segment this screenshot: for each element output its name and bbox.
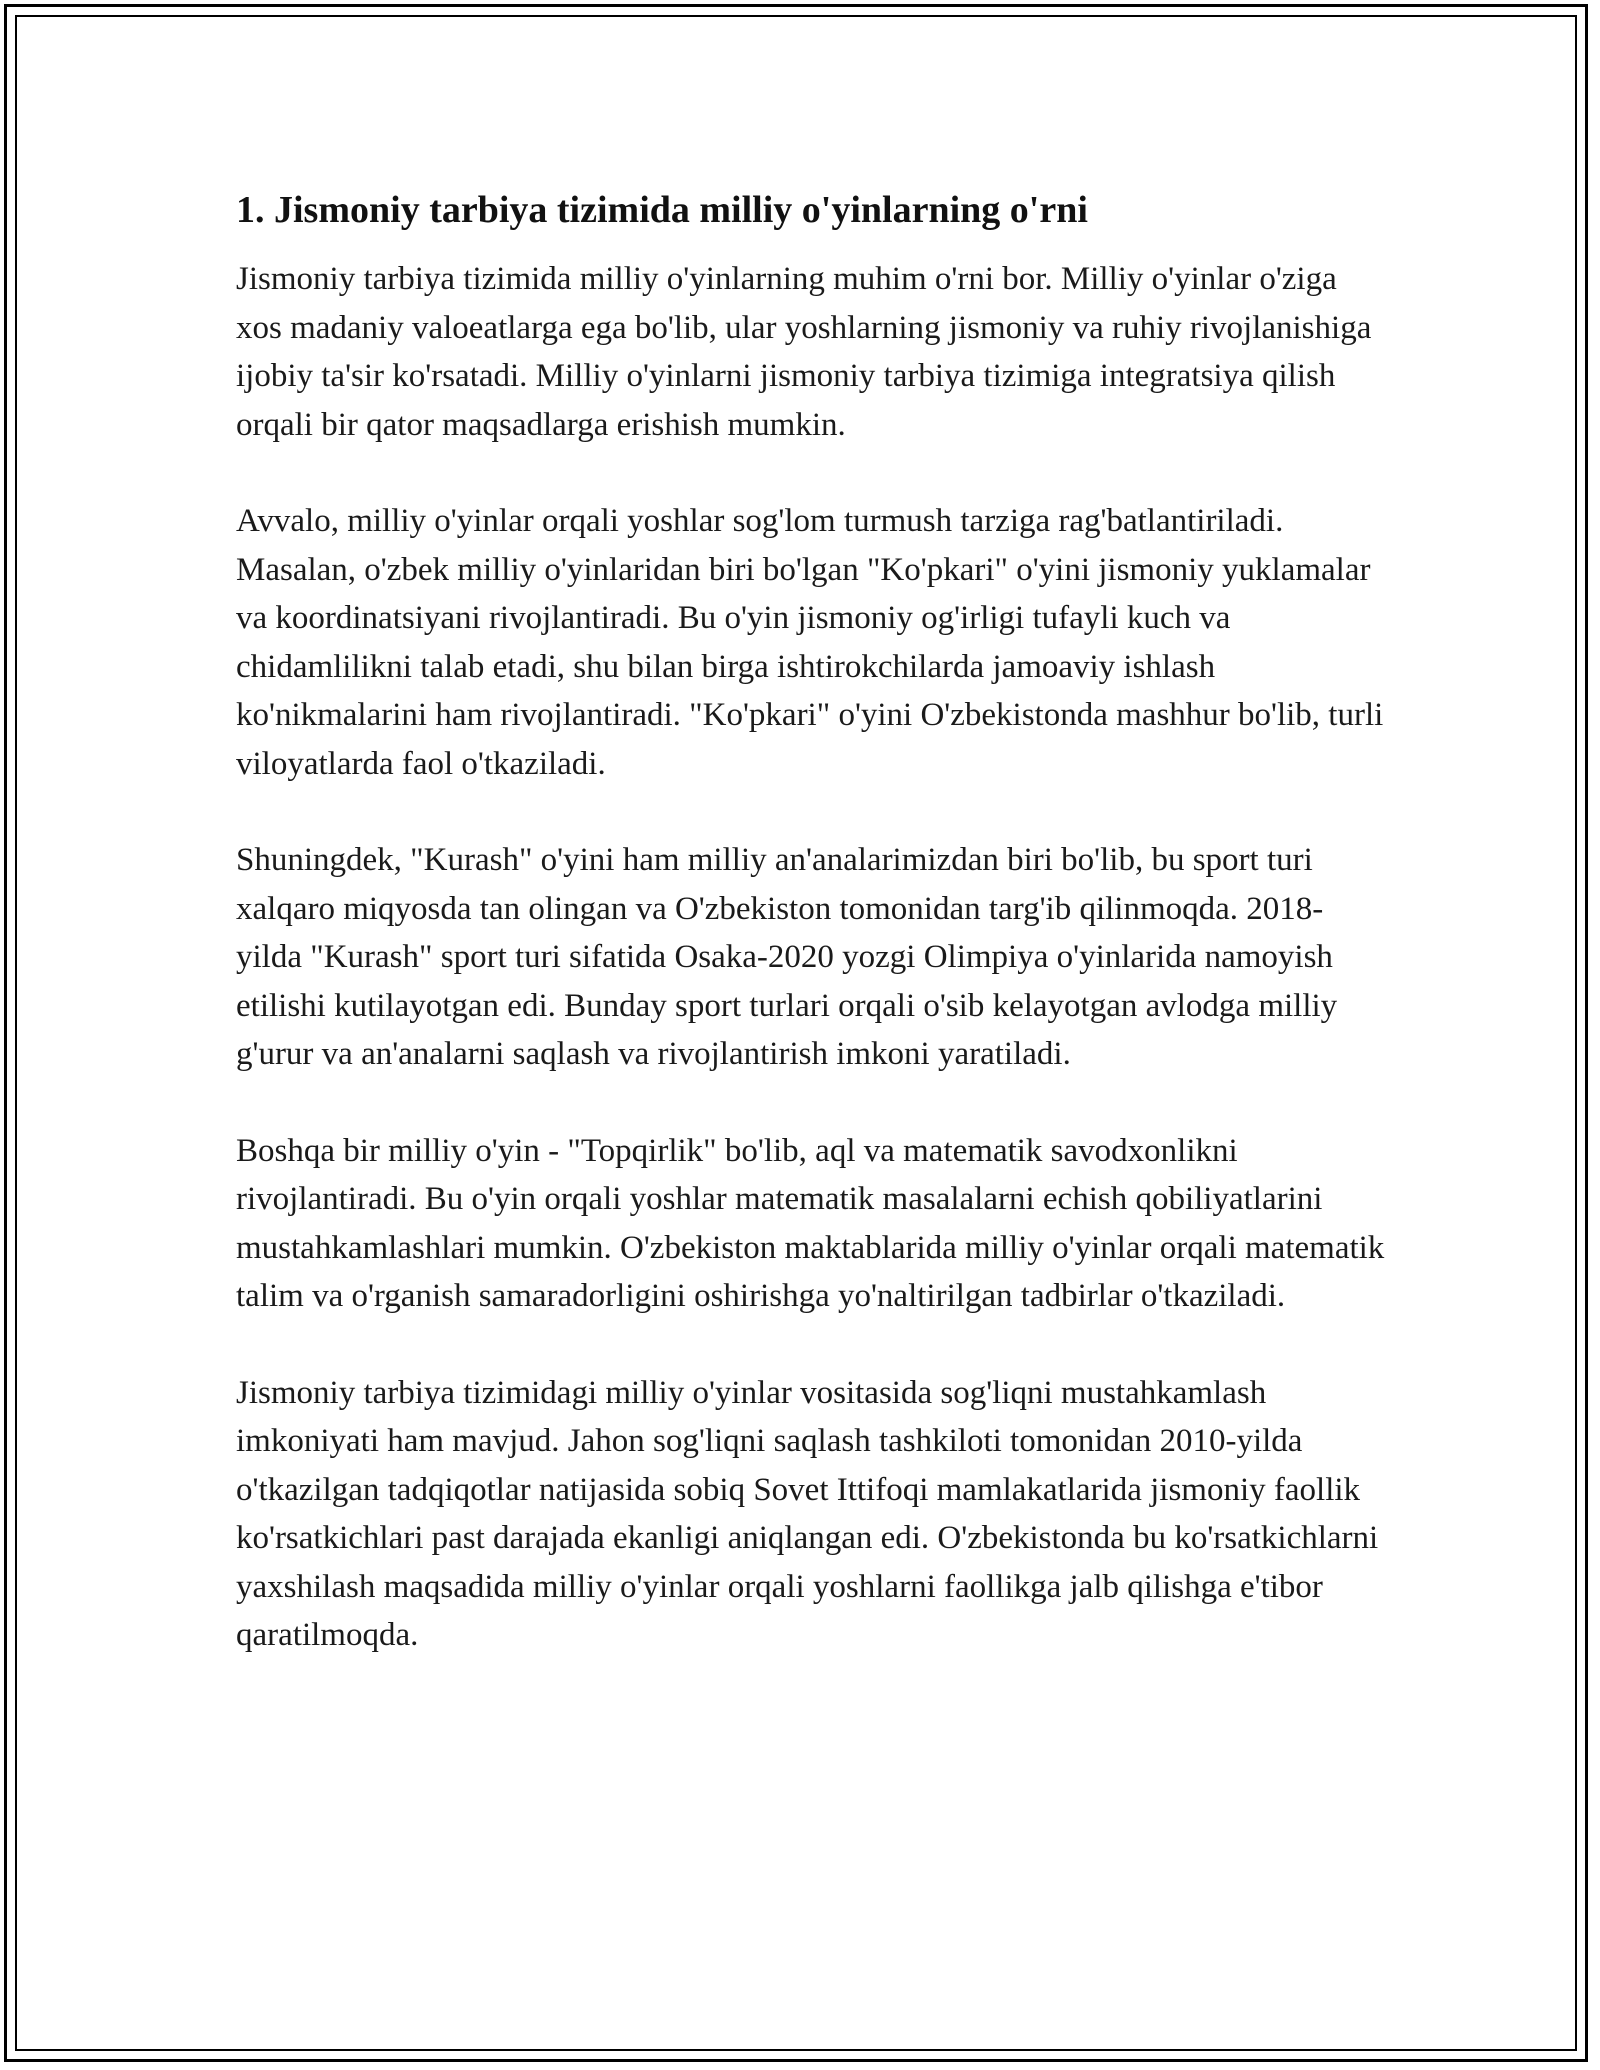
section-heading: 1. Jismoniy tarbiya tizimida milliy o'yinlarning o'rni [236,189,1088,231]
paragraph-4: Boshqa bir milliy o'yin - "Topqirlik" bo'lib, aql va matematik savodxonlikni rivojlantiradi. Bu o'yin orqali yoshlar matematik masalalarni echish qobiliyatlarini mustahkamlashlari mumkin. O'zbekiston maktablarida milliy o'yinlar orqali matematik talim va o'rganish samaradorligini oshirishga yo'naltirilgan tadbirlar o'tkaziladi. [236,1132,1385,1314]
document-body [236,185,1386,1708]
paragraph-3: Shuningdek, "Kurash" o'yini ham milliy an'analarimizdan biri bo'lib, bu sport turi xalqaro miqyosda tan olingan va O'zbekiston tomonidan targ'ib qilinmoqda. 2018-yilda "Kurash" sport turi sifatida Osaka-2020 yozgi Olimpiya o'yinlarida namoyish etilishi kutilayotgan edi. Bunday sport turlari orqali o'sib kelayotgan avlodga milliy g'urur va an'analarni saqlash va rivojlantirish imkoni yaratiladi. [236,842,1338,1072]
paragraph-2: Avvalo, milliy o'yinlar orqali yoshlar sog'lom turmush tarziga rag'batlantiriladi. Masalan, o'zbek milliy o'yinlaridan biri bo'lgan "Ko'pkari" o'yini jismoniy yuklamalar va koordinatsiyani rivojlantiradi. Bu o'yin jismoniy og'irligi tufayli kuch va chidamlilikni talab etadi, shu bilan birga ishtirokchilarda jamoaviy ishlash ko'nikmalarini ham rivojlantiradi. "Ko'pkari" o'yini O'zbekistonda mashhur bo'lib, turli viloyatlarda faol o'tkaziladi. [236,503,1384,782]
paragraph-1: Jismoniy tarbiya tizimida milliy o'yinlarning muhim o'rni bor. Milliy o'yinlar o'ziga xos madaniy valoeatlarga ega bo'lib, ular yoshlarning jismoniy va ruhiy rivojlanishiga ijobiy ta'sir ko'rsatadi. Milliy o'yinlarni jismoniy tarbiya tizimiga integratsiya qilish orqali bir qator maqsadlarga erishish mumkin. [236,261,1372,443]
paragraph-5: Jismoniy tarbiya tizimidagi milliy o'yinlar vositasida sog'liqni mustahkamlash imkoniyati ham mavjud. Jahon sog'liqni saqlash tashkiloti tomonidan 2010-yilda o'tkazilgan tadqiqotlar natijasida sobiq Sovet Ittifoqi mamlakatlarida jismoniy faollik ko'rsatkichlari past darajada ekanligi aniqlangan edi. O'zbekistonda bu ko'rsatkichlarni yaxshilash maqsadida milliy o'yinlar orqali yoshlarni faollikga jalb qilishga e'tibor qaratilmoqda. [236,1374,1379,1653]
